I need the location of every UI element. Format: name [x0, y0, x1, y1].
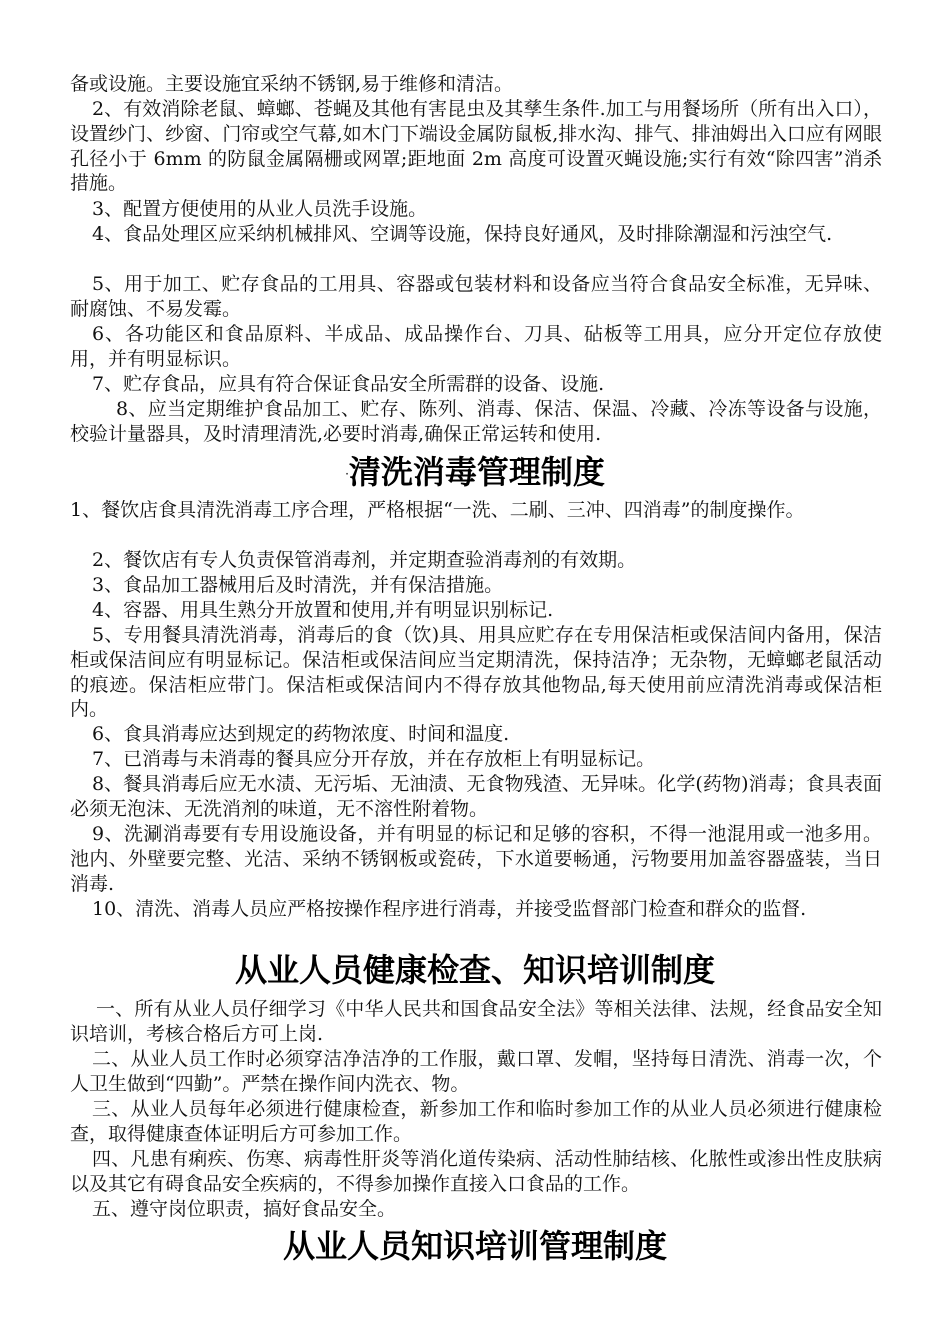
section-title: 从业人员知识培训管理制度: [282, 1227, 667, 1265]
paragraph: 5、用于加工、贮存食品的工用具、容器或包装材料和设备应当符合食品安全标准，无异味、耐腐蚀、不易发霉。: [70, 273, 882, 320]
paragraph: 四、凡患有痢疾、伤寒、病毒性肝炎等消化道传染病、活动性肺结核、化脓性或渗出性皮肤病以及其它有碍食品安全疾病的，不得参加操作直接入口食品的工作。: [70, 1148, 882, 1195]
title-bullet: ·: [345, 467, 349, 481]
section-title-text: 清洗消毒管理制度: [348, 453, 605, 491]
paragraph: 2、餐饮店有专人负责保管消毒剂，并定期查验消毒剂的有效期。: [92, 549, 637, 571]
paragraph: 4、食品处理区应采纳机械排风、空调等设施，保持良好通风，及时排除潮湿和污浊空气.: [92, 223, 833, 245]
paragraph: 一、所有从业人员仔细学习《中华人民共和国食品安全法》等相关法律、法规，经食品安全知识培训，考核合格后方可上岗.: [70, 998, 882, 1045]
paragraph: 二、从业人员工作时必须穿洁净洁净的工作服，戴口罩、发帽，坚持每日清洗、消毒一次，个人卫生做到“四勤”。严禁在操作间内洗衣、物。: [70, 1048, 882, 1095]
paragraph: 8、应当定期维护食品加工、贮存、陈列、消毒、保洁、保温、冷藏、冷冻等设备与设施，校验计量器具，及时清理清洗,必要时消毒,确保正常运转和使用.: [70, 398, 882, 445]
paragraph: 8、餐具消毒后应无水渍、无污垢、无油渍、无食物残渣、无异味。化学(药物)消毒；食具表面必须无泡沫、无洗消剂的味道，无不溶性附着物。: [70, 773, 882, 820]
paragraph: 5、专用餐具清洗消毒，消毒后的食（饮)具、用具应贮存在专用保洁柜或保洁间内备用，保洁柜或保洁间应有明显标记。保洁柜或保洁间应当定期清洗，保持洁净；无杂物，无蟑螂老鼠活动的痕迹。保洁柜应带门。保洁柜或保洁间内不得存放其他物品,每天使用前应清洗消毒或保洁柜内。: [70, 624, 882, 721]
paragraph: 10、清洗、消毒人员应严格按操作程序进行消毒，并接受监督部门检查和群众的监督.: [92, 898, 807, 920]
paragraph: 备或设施。主要设施宜采纳不锈钢,易于维修和清洁。: [70, 73, 514, 95]
section-title: [0, 452, 950, 494]
paragraph: 6、各功能区和食品原料、半成品、成品操作台、刀具、砧板等工用具，应分开定位存放使用，并有明显标识。: [70, 323, 882, 370]
paragraph: 3、配置方便使用的从业人员洗手设施。: [92, 198, 428, 220]
paragraph: 7、贮存食品，应具有符合保证食品安全所需群的设备、设施.: [92, 373, 605, 395]
paragraph: 7、已消毒与未消毒的餐具应分开存放，并在存放柜上有明显标记。: [92, 748, 656, 770]
paragraph: 1、餐饮店食具清洗消毒工序合理，严格根据“一洗、二刷、三冲、四消毒”的制度操作。: [70, 499, 805, 521]
paragraph: 4、容器、用具生熟分开放置和使用,并有明显识别标记.: [92, 599, 554, 621]
paragraph: 三、从业人员每年必须进行健康检查，新参加工作和临时参加工作的从业人员必须进行健康检查，取得健康查体证明后方可参加工作。: [70, 1098, 882, 1145]
paragraph: 3、食品加工器械用后及时清洗，并有保洁措施。: [92, 574, 504, 596]
paragraph: 6、食具消毒应达到规定的药物浓度、时间和温度.: [92, 723, 510, 745]
paragraph: 2、有效消除老鼠、蟑螂、苍蝇及其他有害昆虫及其孳生条件.加工与用餐场所（所有出入口），设置纱门、纱窗、门帘或空气幕,如木门下端设金属防鼠板,排水沟、排气、排油姆出入口应有网眼孔径小于 6mm 的防鼠金属隔栅或网罩;距地面 2m 高度可设置灭蝇设施;实行有效“除四害”消杀措施。: [70, 98, 882, 195]
section-title: 从业人员健康检查、知识培训制度: [234, 951, 715, 989]
paragraph: 五、遵守岗位职责，搞好食品安全。: [92, 1198, 397, 1220]
paragraph: 9、洗涮消毒要有专用设施设备，并有明显的标记和足够的容积，不得一池混用或一池多用。池内、外壁要完整、光洁、采纳不锈钢板或瓷砖，下水道要畅通，污物要用加盖容器盛装，当日消毒.: [70, 823, 882, 895]
